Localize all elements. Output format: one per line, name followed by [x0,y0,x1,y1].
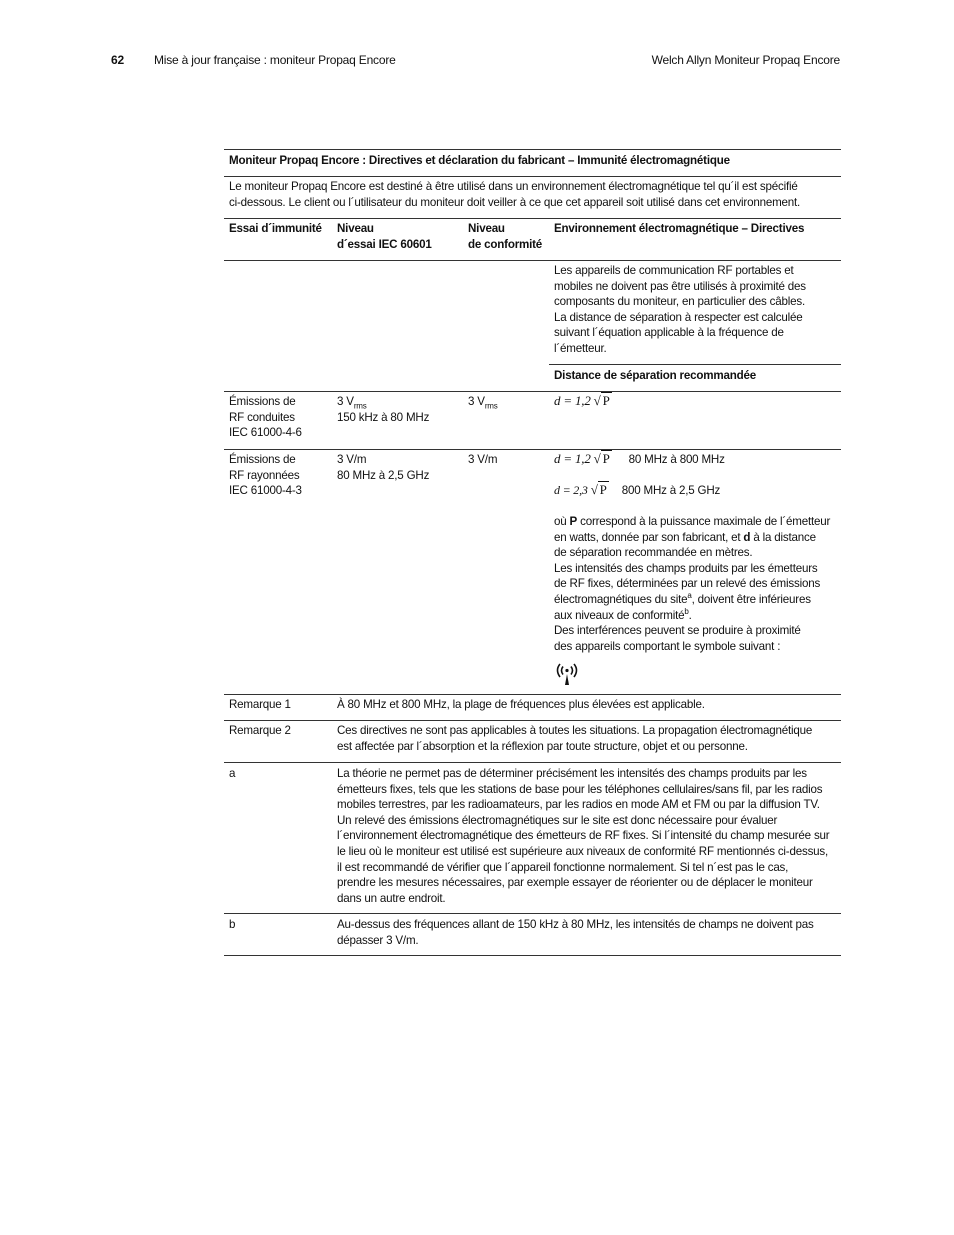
radiated-test-level [337,452,429,483]
table-title: Moniteur Propaq Encore : Directives et déclaration du fabricant – Immunité électromagnétique [229,154,730,167]
text-line: des appareils comportant le symbole suivant : [554,639,781,653]
test-line: RF conduites [229,410,295,424]
level-value: 3 V/m [337,453,367,466]
footnote-ref: a [687,591,692,601]
note-line: La théorie ne permet pas de déterminer précisément les intensités des champs produits par les [337,767,807,780]
text-run: P [569,515,578,528]
equation-range: 800 MHz à 2,5 GHz [621,484,721,497]
col-header-test: Essai d´immunité [229,222,322,235]
sqrt-symbol: √ P [590,482,607,497]
sqrt-radicand: P [602,451,610,466]
col-header-compliance-level [468,221,542,252]
text-line: Des interférences peuvent se produire à proximité [554,624,801,638]
equation-text: d = 1,2 [554,451,591,466]
guidance-line: La distance de séparation à respecter est calculée [554,310,803,324]
text-line: de séparation recommandée en mètres. [554,546,753,560]
table-rule [224,913,841,914]
table-intro [229,179,800,210]
guidance-line: l´émetteur. [554,341,607,355]
guidance-paragraph [554,263,806,357]
note-line: l´environnement électromagnétique des émetteurs de RF fixes. Si l´intensité du champ mesurée sur [337,829,830,843]
level-range: 150 kHz à 80 MHz [337,410,430,424]
text-run: , doivent être inférieures [691,592,811,606]
sqrt-symbol: √ P [593,451,610,466]
guidance-line: suivant l´équation applicable à la fréquence de [554,326,784,340]
sqrt-radicand: P [599,482,607,497]
note-line: prendre les mesures nécessaires, par exemple essayer de réorienter ou de déplacer le moniteur [337,876,813,890]
table-rule [224,260,841,261]
col-header-line: de conformité [468,237,543,251]
note-text [337,723,812,754]
header-right-title: Welch Allyn Moniteur Propaq Encore [651,53,840,67]
intro-line: ci-dessous. Le client ou l´utilisateur du moniteur doit veiller à ce que cet appareil soit utilisé dans cet environnement. [229,195,801,209]
conducted-test-level [337,394,429,425]
test-line: Émissions de [229,395,296,408]
table-rule [224,218,841,219]
table-rule [224,149,841,150]
equation-range: 80 MHz à 800 MHz [628,453,725,466]
text-run: d [743,530,751,544]
conf-value: 3 V [468,395,485,408]
guidance-line: mobiles ne doivent pas être utilisés à proximité des [554,279,806,293]
note-text [337,697,705,713]
equation-text: d = 2,3 [554,483,588,497]
page-number: 62 [111,53,124,67]
header-left-title: Mise à jour française : moniteur Propaq Encore [154,53,396,67]
note-line: le lieu où le moniteur est utilisé est supérieure aux niveaux de conformité RF mentionnés ci-dessus, [337,844,829,858]
conducted-compliance-level [468,394,498,410]
conf-unit-sub: rms [484,401,498,411]
footnote-text [337,917,814,948]
text-line: Les intensités des champs produits par les émetteurs [554,561,818,575]
text-run: électromagnétiques du site [554,592,688,606]
test-line: IEC 61000-4-3 [229,484,302,498]
table-rule [224,391,841,392]
table-rule [224,449,841,450]
level-value: 3 V [337,395,354,408]
table-rule [224,694,841,695]
col-header-line: d´essai IEC 60601 [337,237,432,251]
note-line: Ces directives ne sont pas applicables à toutes les situations. La propagation électromagnétique [337,724,813,737]
text-run: à la distance [750,530,816,544]
radiated-test-name [229,452,302,499]
footnote-label: a [229,767,236,780]
footnote-ref: b [684,606,689,616]
sqrt-symbol: √ P [593,393,610,408]
footnote-label: b [229,918,236,931]
radiated-explanation [554,514,830,654]
test-line: Émissions de [229,453,296,466]
conducted-equation [554,393,612,410]
level-unit-sub: rms [353,401,367,411]
radiated-equation-2 [554,482,720,499]
col-header-line: Niveau [337,222,374,235]
note-line: est affectée par l´absorption et la réflexion par toute structure, objet et ou personne. [337,739,748,753]
note-line: émetteurs fixes, tels que les stations de base pour les téléphones cellulaires/sans fil, par les radios [337,782,823,796]
note-line: mobiles terrestres, par les radioamateurs, par les radios en mode AM et FM ou par la diffusion TV. [337,798,820,812]
intro-line: Le moniteur Propaq Encore est destiné à être utilisé dans un environnement électromagnétique tel qu´il est spécifié [229,180,798,193]
radiated-compliance-level: 3 V/m [468,453,498,466]
col-header-test-level [337,221,432,252]
non-ionizing-radiation-icon [552,660,582,686]
footnote-text [337,766,829,906]
note-line: Un relevé des émissions électromagnétiques sur le site est donc nécessaire pour évaluer [337,813,778,827]
note-line: il est recommandé de vérifier que l´appareil fonctionne normalement. Si tel n´est pas le cas, [337,860,789,874]
table-rule [224,955,841,956]
table-rule [549,364,841,365]
test-line: IEC 61000-4-6 [229,426,302,440]
non-ionizing-radiation-icon [552,660,582,686]
note-line: dans un autre endroit. [337,891,446,905]
sqrt-radicand: P [602,393,610,408]
note-line: dépasser 3 V/m. [337,933,419,947]
separation-heading: Distance de séparation recommandée [554,369,756,382]
text-run: en watts, donnée par son fabricant, et [554,530,744,544]
text-run: correspond à la puissance maximale de l´émetteur [577,515,831,528]
guidance-line: composants du moniteur, en particulier des câbles. [554,295,806,309]
col-header-environment: Environnement électromagnétique – Directives [554,222,805,235]
table-rule [224,720,841,721]
conducted-test-name [229,394,302,441]
test-line: RF rayonnées [229,468,300,482]
note-line: À 80 MHz et 800 MHz, la plage de fréquences plus élevées est applicable. [337,698,705,711]
text-run: où [554,515,570,528]
equation-text: d = 1,2 [554,393,591,408]
text-run: . [688,608,692,622]
text-line: de RF fixes, déterminées par un relevé des émissions [554,577,821,591]
guidance-line: Les appareils de communication RF portables et [554,264,794,277]
level-range: 80 MHz à 2,5 GHz [337,468,430,482]
text-run: aux niveaux de conformité [554,608,685,622]
col-header-line: Niveau [468,222,505,235]
note-line: Au-dessus des fréquences allant de 150 kHz à 80 MHz, les intensités de champs ne doivent pas [337,918,814,931]
table-rule [224,762,841,763]
note-label: Remarque 1 [229,698,291,711]
note-label: Remarque 2 [229,724,291,737]
table-rule [224,176,841,177]
radiated-equation-1 [554,451,725,468]
